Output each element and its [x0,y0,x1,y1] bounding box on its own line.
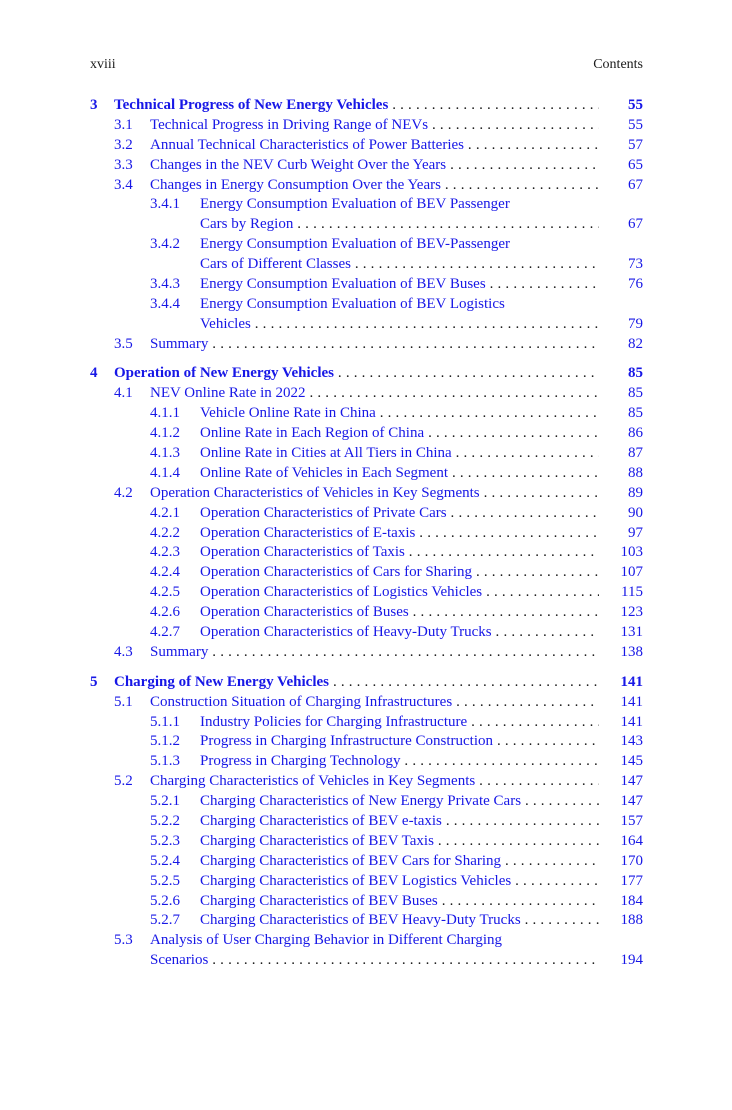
toc-entry-number: 3.2 [114,136,133,153]
toc-entry-number: 3.4.1 [150,196,180,213]
toc-entry-title[interactable]: Operation Characteristics of Buses . . . [200,603,599,623]
toc-entry-number: 4 [90,365,98,382]
toc-entry-number: 3.5 [114,335,133,352]
toc-entry-number: 3 [90,97,98,113]
toc-entry-page[interactable]: 76 [628,276,643,293]
toc-subsection-entry[interactable] [90,583,643,603]
toc-entry-title[interactable]: Progress in Charging Technology . . . [200,752,599,772]
running-title: Contents [593,57,643,72]
toc-entry-number: 4.1.1 [150,405,180,422]
toc-entry-page[interactable]: 141 [620,673,643,690]
toc-section-entry[interactable] [90,136,643,156]
toc-section-entry[interactable] [90,931,643,951]
toc-entry-page[interactable]: 67 [628,176,643,193]
toc-section-entry[interactable] [90,693,643,713]
toc-entry-number: 4.2.2 [150,524,180,541]
toc-subsection-entry[interactable] [90,404,643,424]
toc-entry-title[interactable]: Operation Characteristics of Cars for Sharing . . . [200,563,599,583]
toc-entry-number: 5.1 [114,693,133,710]
toc-entry-title[interactable]: Online Rate of Vehicles in Each Segment . . . [200,464,599,484]
toc-entry-number: 3.1 [114,116,133,133]
toc-subsection-entry[interactable] [90,852,643,872]
toc-subsection-entry[interactable] [90,504,643,524]
toc-entry-page[interactable]: 89 [628,484,643,501]
toc-chapter-entry[interactable] [90,673,643,693]
toc-entry-number: 5.1.2 [150,733,180,750]
toc-section-entry[interactable] [90,772,643,792]
toc-entry-number: 5.2.1 [150,793,180,810]
toc-entry-page[interactable]: 103 [620,544,643,561]
toc-section-entry[interactable] [90,484,643,504]
toc-subsection-entry[interactable] [90,444,643,464]
toc-entry-page[interactable]: 115 [621,584,643,601]
toc-entry-title[interactable]: Technical Progress of New Energy Vehicles . . . [114,96,599,116]
toc-entry-title[interactable]: Operation Characteristics of Logistics Vehicles . . . [200,583,599,603]
toc-entry-title[interactable]: Operation Characteristics of Heavy-Duty Trucks . . . [200,623,599,643]
toc-entry-title[interactable]: Energy Consumption Evaluation of BEV Passenger [200,196,510,213]
toc-subsection-entry[interactable] [90,911,643,931]
toc-entry-title[interactable]: Vehicle Online Rate in China . . . [200,404,599,424]
toc-subsection-entry[interactable] [90,275,643,295]
toc-chapter-entry[interactable] [90,364,643,384]
toc-chapter-entry[interactable] [90,96,643,116]
toc-entry-page[interactable]: 188 [620,912,643,929]
toc-entry-page[interactable]: 90 [628,504,643,521]
toc-entry-page[interactable]: 157 [620,812,643,829]
toc-subsection-entry[interactable] [90,872,643,892]
toc-subsection-entry[interactable] [90,732,643,752]
toc-entry-number: 5.2.6 [150,892,180,909]
toc-subsection-entry[interactable] [90,543,643,563]
toc-entry-title[interactable]: Charging Characteristics of BEV Cars for Sharing . . . [200,852,599,872]
toc-entry-number: 3.3 [114,156,133,173]
toc-entry-page[interactable]: 73 [628,256,643,273]
toc-entry-title[interactable]: Charging Characteristics of BEV Heavy-Duty Trucks . . . [200,911,599,931]
toc-entry-page[interactable]: 184 [620,892,643,909]
toc-subsection-entry[interactable] [90,195,643,215]
toc-entry-title[interactable]: Charging Characteristics of BEV Buses . . . [200,892,599,912]
toc-subsection-entry[interactable] [90,424,643,444]
toc-entry-title[interactable]: Analysis of User Charging Behavior in Different Charging [150,932,503,949]
toc-entry-title[interactable]: Construction Situation of Charging Infrastructures . . . [150,693,599,713]
toc-entry-title[interactable]: Energy Consumption Evaluation of BEV Logistics [200,295,505,312]
toc-entry-page[interactable]: 97 [628,524,643,541]
toc-entry-title[interactable]: Summary . . . [150,643,599,663]
toc-entry-number: 3.4.4 [150,295,180,312]
toc-entry-title[interactable]: Cars by Region . . . [200,215,599,235]
toc-subsection-entry[interactable] [90,832,643,852]
toc-entry-number: 5.1.1 [150,713,180,730]
toc-subsection-entry[interactable] [90,215,643,235]
toc-entry-page[interactable]: 131 [620,624,643,641]
toc-subsection-entry[interactable] [90,623,643,643]
toc-entry-number: 4.1.2 [150,425,180,442]
toc-entry-title[interactable]: NEV Online Rate in 2022 . . . [150,384,599,404]
toc-entry-title[interactable]: Operation Characteristics of Vehicles in Key Segments . . . [150,484,599,504]
toc-entry-number: 5.2.5 [150,872,180,889]
toc-subsection-entry[interactable] [90,563,643,583]
toc-subsection-entry[interactable] [90,235,643,255]
toc-entry-number: 3.4 [114,176,133,193]
toc-section-entry[interactable] [90,156,643,176]
toc-entry-number: 4.2.3 [150,544,180,561]
toc-entry-number: 5 [90,673,98,690]
toc-entry-title[interactable]: Energy Consumption Evaluation of BEV-Passenger [200,236,510,253]
toc-entry-number: 5.2 [114,773,133,790]
toc-entry-number: 4.2.4 [150,564,180,581]
toc-entry-title[interactable]: Operation Characteristics of Private Cars . . . [200,504,599,524]
toc-entry-title[interactable]: Technical Progress in Driving Range of NEVs . . . [150,116,599,136]
toc-section-entry[interactable] [90,335,643,355]
toc-entry-page[interactable]: 55 [628,116,643,133]
toc-entry-page[interactable]: 138 [620,643,643,660]
toc-entry-number: 5.3 [114,932,133,949]
toc-entry-page[interactable]: 87 [628,445,643,462]
toc-subsection-entry[interactable] [90,792,643,812]
toc-subsection-entry[interactable] [90,524,643,544]
toc-entry-number: 4.2.6 [150,604,180,621]
toc-section-entry[interactable] [90,176,643,196]
toc-entry-number: 4.1.4 [150,464,180,481]
toc-entry-title[interactable]: Charging Characteristics of BEV Logistics Vehicles . . . [200,872,599,892]
toc-entry-title[interactable]: Summary . . . [150,335,599,355]
toc-entry-number: 4.1 [114,385,133,402]
table-of-contents [90,96,643,971]
toc-entry-title[interactable]: Industry Policies for Charging Infrastructure . . . [200,713,599,733]
toc-entry-title[interactable]: Charging of New Energy Vehicles . . . [114,673,599,693]
toc-entry-number: 4.2 [114,484,133,501]
toc-entry-page[interactable]: 141 [620,693,643,710]
running-header [90,57,643,75]
toc-entry-number: 5.2.2 [150,812,180,829]
toc-entry-page[interactable]: 86 [628,425,643,442]
toc-entry-number: 4.2.7 [150,624,180,641]
toc-entry-page[interactable]: 177 [620,872,643,889]
toc-entry-number: 4.3 [114,643,133,660]
toc-subsection-entry[interactable] [90,315,643,335]
toc-entry-page[interactable]: 145 [620,753,643,770]
toc-section-entry[interactable] [90,116,643,136]
toc-entry-title[interactable]: Operation Characteristics of E-taxis . . . [200,524,599,544]
toc-entry-page[interactable]: 147 [620,773,643,790]
toc-entry-title[interactable]: Charging Characteristics of BEV Taxis . . . [200,832,599,852]
toc-entry-page[interactable]: 85 [628,365,643,382]
toc-section-entry[interactable] [90,951,643,971]
toc-entry-title[interactable]: Vehicles . . . [200,315,599,335]
toc-entry-number: 5.2.4 [150,852,180,869]
toc-entry-page[interactable]: 67 [628,216,643,233]
toc-entry-page[interactable]: 143 [620,733,643,750]
toc-entry-title[interactable]: Energy Consumption Evaluation of BEV Buses . . . [200,275,599,295]
toc-entry-number: 3.4.2 [150,236,180,253]
toc-entry-page[interactable]: 164 [620,832,643,849]
toc-entry-title[interactable]: Charging Characteristics of Vehicles in Key Segments . . . [150,772,599,792]
toc-entry-title[interactable]: Scenarios . . . [150,951,599,971]
toc-entry-title[interactable]: Charging Characteristics of BEV e-taxis . . . [200,812,599,832]
toc-entry-title[interactable]: Online Rate in Each Region of China . . . [200,424,599,444]
toc-entry-page[interactable]: 55 [628,97,643,113]
toc-subsection-entry[interactable] [90,812,643,832]
toc-entry-number: 5.1.3 [150,753,180,770]
toc-subsection-entry[interactable] [90,892,643,912]
toc-entry-page[interactable]: 88 [628,464,643,481]
toc-entry-title[interactable]: Charging Characteristics of New Energy Private Cars . . . [200,792,599,812]
toc-entry-number: 4.2.5 [150,584,180,601]
toc-entry-title[interactable]: Cars of Different Classes . . . [200,255,599,275]
toc-entry-number: 5.2.7 [150,912,180,929]
toc-entry-page[interactable]: 57 [628,136,643,153]
toc-entry-page[interactable]: 65 [628,156,643,173]
toc-entry-title[interactable]: Changes in Energy Consumption Over the Years . . . [150,176,599,196]
toc-entry-title[interactable]: Changes in the NEV Curb Weight Over the Years . . . [150,156,599,176]
page-number-roman: xviii [90,57,116,72]
toc-section-entry[interactable] [90,384,643,404]
toc-entry-number: 3.4.3 [150,276,180,293]
toc-subsection-entry[interactable] [90,295,643,315]
toc-entry-number: 5.2.3 [150,832,180,849]
toc-entry-page[interactable]: 82 [628,335,643,352]
toc-subsection-entry[interactable] [90,752,643,772]
toc-entry-number: 4.1.3 [150,445,180,462]
toc-entry-title[interactable]: Progress in Charging Infrastructure Construction . . . [200,732,599,752]
toc-entry-page[interactable]: 141 [620,713,643,730]
toc-entry-title[interactable]: Online Rate in Cities at All Tiers in China . . . [200,444,599,464]
toc-subsection-entry[interactable] [90,603,643,623]
toc-subsection-entry[interactable] [90,464,643,484]
toc-entry-page[interactable]: 194 [620,952,643,969]
toc-entry-title[interactable]: Annual Technical Characteristics of Power Batteries . . . [150,136,599,156]
toc-entry-page[interactable]: 85 [628,405,643,422]
toc-entry-number: 4.2.1 [150,504,180,521]
toc-section-entry[interactable] [90,643,643,663]
toc-entry-page[interactable]: 123 [620,604,643,621]
toc-entry-page[interactable]: 79 [628,315,643,332]
toc-entry-title[interactable]: Operation Characteristics of Taxis . . . [200,543,599,563]
toc-subsection-entry[interactable] [90,255,643,275]
toc-entry-page[interactable]: 85 [628,385,643,402]
toc-entry-page[interactable]: 147 [620,793,643,810]
toc-entry-page[interactable]: 107 [620,564,643,581]
toc-entry-title[interactable]: Operation of New Energy Vehicles . . . [114,364,599,384]
toc-subsection-entry[interactable] [90,713,643,733]
toc-entry-page[interactable]: 170 [620,852,643,869]
